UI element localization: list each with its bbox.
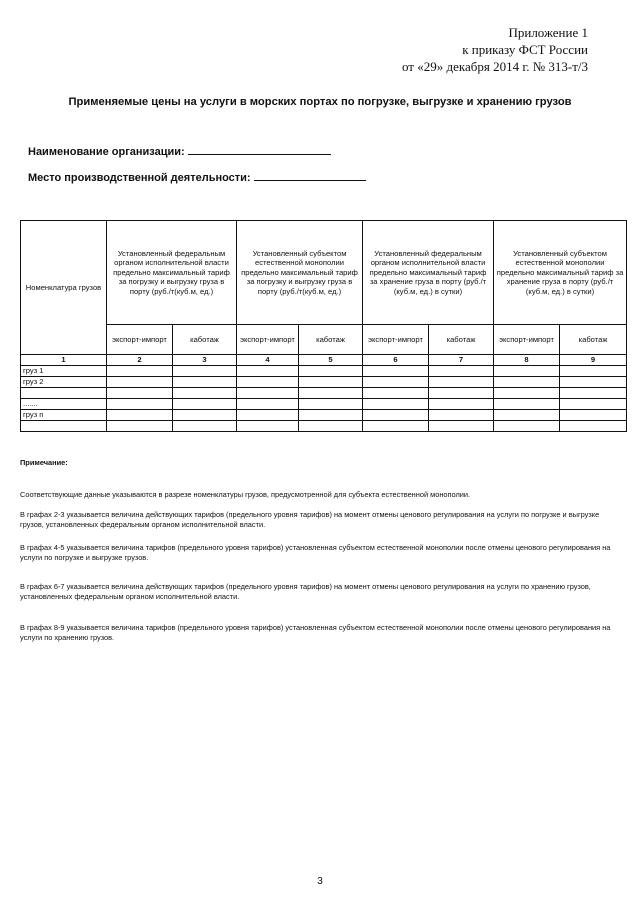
- column-number: 6: [363, 355, 429, 366]
- table-cell: [363, 376, 429, 387]
- table-cell: [173, 398, 237, 409]
- table-cell: [237, 409, 299, 420]
- table-cell: [494, 365, 560, 376]
- table-cell: [299, 420, 363, 431]
- table-cell: [237, 376, 299, 387]
- table-cell: [173, 376, 237, 387]
- tariff-table: [20, 220, 627, 432]
- column-number-row: [21, 355, 627, 366]
- table-cell: [299, 387, 363, 398]
- table-cell: [237, 365, 299, 376]
- note-paragraph: В графах 8-9 указывается величина тарифов (предельного уровня тарифов) установленная субъектом естественной монополии после отмены ценового регулирования на услуги по хранению грузов.: [20, 623, 611, 642]
- table-cell: [494, 376, 560, 387]
- table-cell: [494, 409, 560, 420]
- table-cell: [107, 376, 173, 387]
- table-cell: [560, 409, 627, 420]
- column-number: 5: [299, 355, 363, 366]
- cargo-name-cell: груз 2: [21, 376, 107, 387]
- table-header-row: [21, 221, 627, 325]
- group-header-federal-loading: Установленный федеральным органом исполнительной власти предельно максимальный тариф за погрузку и выгрузку груза в порту (руб./т(куб.м, ед.): [107, 221, 237, 325]
- appendix-header: [402, 24, 588, 75]
- subheader-export-import: экспорт-импорт: [107, 325, 173, 355]
- subheader-cabotage: каботаж: [429, 325, 494, 355]
- group-header-monopoly-storage: Установленный субъектом естественной монополии предельно максимальный тариф за хранение груза в порту (руб./т (куб.м, ед.) в сутки): [494, 221, 627, 325]
- table-cell: [560, 365, 627, 376]
- notes-heading: Примечание:: [20, 458, 68, 467]
- table-row: [21, 387, 627, 398]
- subheader-cabotage: каботаж: [299, 325, 363, 355]
- table-cell: [237, 420, 299, 431]
- table-cell: [173, 420, 237, 431]
- page-number: 3: [317, 876, 323, 887]
- table-cell: [363, 387, 429, 398]
- table-cell: [429, 387, 494, 398]
- table-cell: [494, 398, 560, 409]
- note-paragraph: В графах 4-5 указывается величина тарифов (предельного уровня тарифов) установленная субъектом естественной монополии после отмены ценового регулирования на услуги по погрузке и выгрузке грузов.: [20, 543, 611, 562]
- group-header-monopoly-loading: Установленный субъектом естественной монополии предельно максимальный тариф за погрузку и выгрузку груза в порту (руб./т(куб.м, ед.): [237, 221, 363, 325]
- table-row: [21, 420, 627, 431]
- cargo-name-cell: .......: [21, 398, 107, 409]
- table-cell: [363, 398, 429, 409]
- table-cell: [173, 387, 237, 398]
- table-row: [21, 398, 627, 409]
- cargo-nomenclature-header: Номенклатура грузов: [21, 221, 107, 355]
- table-cell: [107, 409, 173, 420]
- column-number: 2: [107, 355, 173, 366]
- organization-blank-line: [188, 144, 331, 155]
- table-cell: [560, 398, 627, 409]
- subheader-export-import: экспорт-импорт: [494, 325, 560, 355]
- table-cell: [173, 409, 237, 420]
- table-cell: [299, 409, 363, 420]
- place-field: [28, 170, 366, 184]
- column-number: 3: [173, 355, 237, 366]
- column-number: 1: [21, 355, 107, 366]
- table-cell: [363, 365, 429, 376]
- place-blank-line: [254, 170, 366, 181]
- table-cell: [494, 420, 560, 431]
- table-row: [21, 376, 627, 387]
- note-paragraph: В графах 6-7 указывается величина действующих тарифов (предельного уровня тарифов) на момент отмены ценового регулирования на услуги по хранению грузов, установленных федеральным органом исполнительной власти.: [20, 582, 591, 601]
- table-cell: [107, 420, 173, 431]
- note-paragraph: Соответствующие данные указываются в разрезе номенклатуры грузов, предусмотренной для субъекта естественной монополии.: [20, 490, 471, 499]
- table-cell: [429, 409, 494, 420]
- table-cell: [173, 365, 237, 376]
- table-cell: [299, 398, 363, 409]
- table-cell: [560, 420, 627, 431]
- table-cell: [429, 365, 494, 376]
- place-label: Место производственной деятельности:: [28, 172, 251, 184]
- column-number: 4: [237, 355, 299, 366]
- cargo-name-cell: [21, 387, 107, 398]
- subheader-export-import: экспорт-импорт: [237, 325, 299, 355]
- table-cell: [560, 376, 627, 387]
- document-title: Применяемые цены на услуги в морских портах по погрузке, выгрузке и хранению грузов: [68, 96, 572, 108]
- appendix-line-2: к приказу ФСТ России: [462, 42, 588, 57]
- table-cell: [494, 387, 560, 398]
- table-row: [21, 409, 627, 420]
- table-cell: [299, 376, 363, 387]
- subheader-cabotage: каботаж: [560, 325, 627, 355]
- table-subheader-row: [21, 325, 627, 355]
- cargo-name-cell: груз 1: [21, 365, 107, 376]
- table-cell: [429, 376, 494, 387]
- subheader-export-import: экспорт-импорт: [363, 325, 429, 355]
- table-cell: [429, 420, 494, 431]
- subheader-cabotage: каботаж: [173, 325, 237, 355]
- column-number: 8: [494, 355, 560, 366]
- column-number: 7: [429, 355, 494, 366]
- table-cell: [237, 387, 299, 398]
- appendix-line-1: Приложение 1: [508, 25, 588, 40]
- cargo-name-cell: груз n: [21, 409, 107, 420]
- table-row: [21, 365, 627, 376]
- table-cell: [237, 398, 299, 409]
- table-cell: [363, 420, 429, 431]
- column-number: 9: [560, 355, 627, 366]
- group-header-federal-storage: Установленный федеральным органом исполнительной власти предельно максимальный тариф за хранение груза в порту (руб./т (куб.м, ед.) в сутки): [363, 221, 494, 325]
- table-cell: [107, 365, 173, 376]
- organization-label: Наименование организации:: [28, 146, 185, 158]
- table-cell: [429, 398, 494, 409]
- appendix-line-3: от «29» декабря 2014 г. № 313-т/3: [401, 59, 588, 74]
- table-cell: [363, 409, 429, 420]
- note-paragraph: В графах 2-3 указывается величина действующих тарифов (предельного уровня тарифов) на момент отмены ценового регулирования на услуги по погрузке и выгрузке грузов, установленных федеральным органом исполнительной власти.: [20, 510, 600, 529]
- table-cell: [299, 365, 363, 376]
- table-cell: [107, 387, 173, 398]
- table-cell: [107, 398, 173, 409]
- organization-field: [28, 144, 331, 158]
- table-cell: [560, 387, 627, 398]
- cargo-name-cell: [21, 420, 107, 431]
